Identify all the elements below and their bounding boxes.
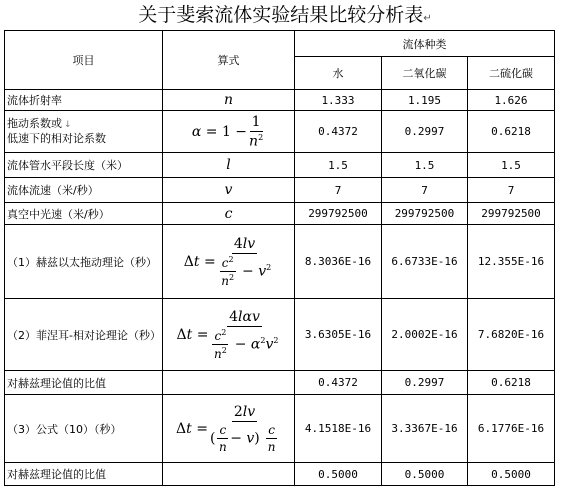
table-row [5, 463, 555, 486]
value-cell: 7 [382, 178, 468, 203]
formula-cell [163, 225, 295, 299]
table-row [5, 90, 555, 111]
row-label: 流体折射率 [5, 90, 163, 111]
formula-fresnel: Δ t = 4lαv $\frac{c^2}{n^2}$ − $\alpha^2v^2$ [176, 308, 279, 361]
table-row [5, 371, 555, 395]
value-cell: 4.1518E-16 [295, 395, 382, 463]
value-cell: 299792500 [468, 203, 555, 225]
value-cell: 1.333 [295, 90, 382, 111]
value-cell: 8.3036E-16 [295, 225, 382, 299]
row-label: 对赫兹理论值的比值 [5, 371, 163, 395]
value-cell: 1.5 [468, 153, 555, 178]
header-fluid-cs2: 二硫化碳 [468, 57, 555, 90]
header-item: 项目 [5, 31, 163, 90]
formula-alpha: α = 1 − $\frac{1}{n^2}$ [191, 113, 264, 150]
value-cell: 7 [295, 178, 382, 203]
value-cell: 0.2997 [382, 111, 468, 153]
formula-cell: l [163, 153, 295, 178]
formula-cell [163, 111, 295, 153]
table-row [5, 299, 555, 371]
row-label: 对赫兹理论值的比值 [5, 463, 163, 486]
formula-cell [163, 463, 295, 486]
formula-cell: n [163, 90, 295, 111]
value-cell: 6.1776E-16 [468, 395, 555, 463]
formula-cell: v [163, 178, 295, 203]
row-label: （2）菲涅耳-相对论理论（秒） [5, 299, 163, 371]
row-label: （3）公式（10）（秒） [5, 395, 163, 463]
value-cell: 1.5 [295, 153, 382, 178]
value-cell: 0.2997 [382, 371, 468, 395]
header-fluid-water: 水 [295, 57, 382, 90]
formula-ten: Δ t = 2lv ( $\frac{c}{n}$ − v) $\frac{c}{n}$ [176, 403, 276, 454]
value-cell: 1.5 [382, 153, 468, 178]
value-cell: 1.195 [382, 90, 468, 111]
formula-cell [163, 371, 295, 395]
value-cell: 0.5000 [382, 463, 468, 486]
row-label: 真空中光速（米/秒） [5, 203, 163, 225]
row-label: 流体管水平段长度（米） [5, 153, 163, 178]
formula-cell: c [163, 203, 295, 225]
table-row [5, 203, 555, 225]
header-fluid-co2: 二氧化碳 [382, 57, 468, 90]
formula-hertz: Δ t = 4lv $\frac{c^2}{n^2}$ − $v^2$ [183, 235, 272, 288]
value-cell: 0.4372 [295, 111, 382, 153]
row-label: （1）赫兹以太拖动理论（秒） [5, 225, 163, 299]
line-break-mark-icon: ↓ [64, 120, 72, 130]
value-cell: 2.0002E-16 [382, 299, 468, 371]
value-cell: 299792500 [295, 203, 382, 225]
value-cell: 7.6820E-16 [468, 299, 555, 371]
formula-cell [163, 395, 295, 463]
table-row [5, 153, 555, 178]
value-cell: 3.6305E-16 [295, 299, 382, 371]
row-label: 流体流速（米/秒） [5, 178, 163, 203]
value-cell: 0.5000 [468, 463, 555, 486]
table-row [5, 111, 555, 153]
header-formula: 算式 [163, 31, 295, 90]
value-cell: 6.6733E-16 [382, 225, 468, 299]
formula-cell [163, 299, 295, 371]
header-fluid-group: 流体种类 [295, 31, 555, 57]
value-cell: 299792500 [382, 203, 468, 225]
comparison-table [4, 30, 555, 486]
table-row [5, 225, 555, 299]
value-cell: 7 [468, 178, 555, 203]
value-cell: 0.5000 [295, 463, 382, 486]
table-header-row [5, 31, 555, 57]
paragraph-mark-icon: ↵ [423, 13, 432, 24]
table-row [5, 178, 555, 203]
value-cell: 3.3367E-16 [382, 395, 468, 463]
value-cell: 0.6218 [468, 371, 555, 395]
table-row [5, 395, 555, 463]
value-cell: 1.626 [468, 90, 555, 111]
row-label: 拖动系数或 ↓ 低速下的相对论系数 [5, 111, 163, 153]
page-title: 关于斐索流体实验结果比较分析表↵ [138, 4, 432, 26]
value-cell: 12.355E-16 [468, 225, 555, 299]
value-cell: 0.4372 [295, 371, 382, 395]
value-cell: 0.6218 [468, 111, 555, 153]
